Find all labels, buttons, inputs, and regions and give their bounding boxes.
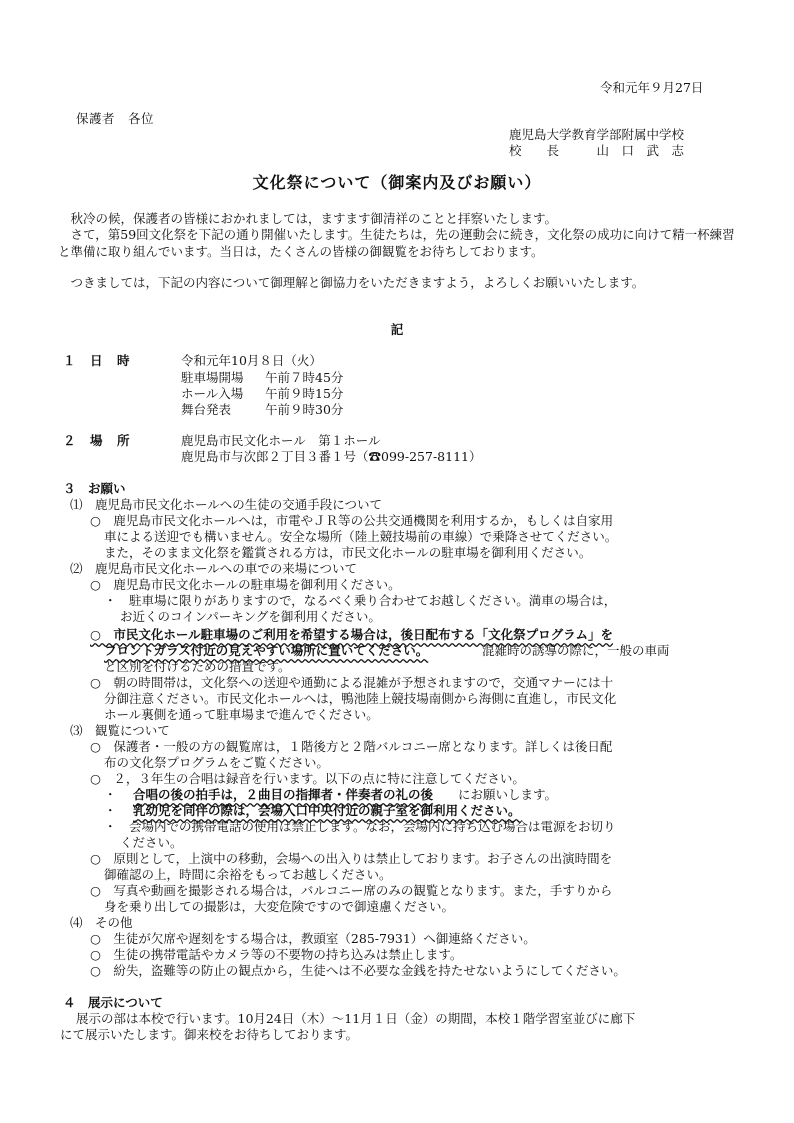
request-item: ○ 生徒の携帯電話やカメラ等の不要物の持ち込みは禁止します。 bbox=[90, 947, 463, 962]
request-bullet-emphasis: 合唱の後の拍手は，２曲目の指揮者・伴奏者の礼の後 bbox=[133, 787, 434, 802]
exhibit-text: にて展示いたします。御来校をお待ちしております。 bbox=[60, 1027, 359, 1042]
intro-paragraph-3: つきましては，下記の内容について御理解と御協力をいただきますよう，よろしくお願いいたします。 bbox=[70, 275, 645, 290]
request-item-cont: また，そのまま文化祭を鑑賞される方は，市民文化ホールの駐車場を御利用ください。 bbox=[104, 545, 592, 560]
request-bullet-cont: にお願いします。 bbox=[458, 787, 558, 802]
section2-label: 場 所 bbox=[90, 433, 131, 448]
section4-heading: ４ 展示について bbox=[63, 995, 163, 1010]
request-item: ○ 写真や動画を撮影される場合は，バルコニー席のみの観覧となります。また，手すりから bbox=[90, 883, 613, 898]
request-bullet: ・ 会場内での携帯電話の使用は禁止します。なお，会場内に持ち込む場合は電源をお切り bbox=[104, 819, 616, 834]
request-item-emphasis: フロントガラス付近の見えやすい場所に置いてください。 bbox=[104, 643, 429, 658]
request-item-cont: ホール裏側を通って駐車場まで進んでください。 bbox=[104, 707, 379, 722]
schedule-time: 午前９時30分 bbox=[265, 402, 344, 417]
request-bullet: ・ 駐車場に限りがありますので，なるべく乗り合わせてお越しください。満車の場合は， bbox=[104, 593, 617, 608]
exhibit-text: 展示の部は本校で行います。10月24日（木）〜11月１日（金）の期間，本校１階学習室並びに廊下 bbox=[76, 1011, 636, 1026]
schedule-time: 午前９時15分 bbox=[265, 386, 344, 401]
section3-heading: ３ お願い bbox=[63, 481, 126, 496]
schedule-item: 舞台発表 bbox=[181, 402, 232, 417]
schedule-time: 午前７時45分 bbox=[265, 370, 344, 385]
request-item: ○ 鹿児島市民文化ホールへは，市電やＪＲ等の公共交通機関を利用するか，もしくは自家用 bbox=[90, 513, 614, 528]
request-item: ○ 保護者・一般の方の観覧席は，１階後方と２階バルコニー席となります。詳しくは後日配 bbox=[90, 739, 613, 754]
ki-heading: 記 bbox=[390, 322, 404, 337]
section1-number: １ bbox=[63, 353, 76, 368]
request-item: ○ 生徒が欠席や遅刻をする場合は，教頭室（285-7931）へ御連絡ください。 bbox=[90, 931, 536, 946]
intro-paragraph-2: さて，第59回文化祭を下記の通り開催いたします。生徒たちは，先の運動会に続き，文化祭の成功に向けて精一杯練習と準備に取り組んでいます。当日は，たくさんの皆様の御観覧をお待ちしております。 bbox=[58, 227, 735, 259]
document-title: 文化祭について（御案内及びお願い） bbox=[252, 173, 542, 192]
request-bullet-emphasis: 乳幼児を同伴の際は，会場入口中央付近の親子室を御利用ください。 bbox=[133, 803, 521, 818]
request-bullet-marker: ・ bbox=[104, 787, 130, 802]
principal-name: 校 長 山 口 武 志 bbox=[509, 143, 685, 158]
venue: 鹿児島市民文化ホール 第１ホール bbox=[181, 433, 381, 448]
date: 令和元年９月27日 bbox=[600, 80, 704, 95]
request-item-cont: 御確認の上，時間に余裕をもってお越しください。 bbox=[104, 867, 392, 882]
request-item: ○ 鹿児島市民文化ホールの駐車場を御利用ください。 bbox=[90, 577, 401, 592]
request-item-cont: 車による送迎でも構いません。安全な場所（陸上競技場前の車線）で乗降させてください。 bbox=[104, 529, 618, 544]
request-item-cont: と区別を付けるための措置です。 bbox=[104, 659, 291, 674]
subsection-heading: ⑶ 観覧について bbox=[70, 723, 170, 738]
subsection-heading: ⑴ 鹿児島市民文化ホールへの生徒の交通手段について bbox=[70, 497, 383, 512]
request-item-cont: 混雑時の誘導の際に，一般の車両 bbox=[482, 643, 670, 658]
intro-paragraph-1: 秋冷の候，保護者の皆様におかれましては，ますます御清祥のことと拝察いたします。 bbox=[70, 211, 558, 226]
section2-number: ２ bbox=[63, 433, 76, 448]
subsection-heading: ⑷ その他 bbox=[70, 915, 133, 930]
request-item: ○ ２，３年生の合唱は録音を行います。以下の点に特に注意してください。 bbox=[90, 771, 525, 786]
request-item-emphasis: ○ 市民文化ホール駐車場のご利用を希望する場合は，後日配布する「文化祭プログラム」を bbox=[90, 627, 614, 642]
request-item: ○ 原則として，上演中の移動，会場への出入りは禁止しております。お子さんの出演時間を bbox=[90, 851, 613, 866]
request-bullet-cont: ください。 bbox=[120, 835, 183, 850]
subsection-heading: ⑵ 鹿児島市民文化ホールへの車での来場について bbox=[70, 561, 358, 576]
request-bullet-marker: ・ bbox=[104, 803, 130, 818]
addressee: 保護者 各位 bbox=[76, 111, 155, 126]
request-item-cont: 分御注意ください。市民文化ホールへは，鴨池陸上競技場南側から海側に直進し，市民文化 bbox=[104, 691, 617, 706]
request-bullet-cont: お近くのコインパーキングを御利用ください。 bbox=[120, 609, 381, 624]
request-item-cont: 布の文化祭プログラムをご覧ください。 bbox=[104, 755, 329, 770]
event-date: 令和元年10月８日（火） bbox=[181, 353, 322, 368]
schedule-item: ホール入場 bbox=[181, 386, 244, 401]
sender-block bbox=[509, 127, 684, 159]
request-item: ○ 紛失，盗難等の防止の観点から，生徒へは不必要な金銭を持たせないようにしてください。 bbox=[90, 963, 626, 978]
request-item-cont: 身を乗り出しての撮影は，大変危険ですので御遠慮ください。 bbox=[104, 899, 455, 914]
school-name: 鹿児島大学教育学部附属中学校 bbox=[509, 127, 685, 142]
request-item: ○ 朝の時間帯は，文化祭への送迎や通勤による混雑が予想されますので，交通マナーには十 bbox=[90, 675, 614, 690]
schedule-item: 駐車場開場 bbox=[181, 370, 244, 385]
section1-label: 日 時 bbox=[90, 353, 131, 368]
venue-address: 鹿児島市与次郎２丁目３番１号（☎099-257-8111） bbox=[181, 449, 482, 464]
